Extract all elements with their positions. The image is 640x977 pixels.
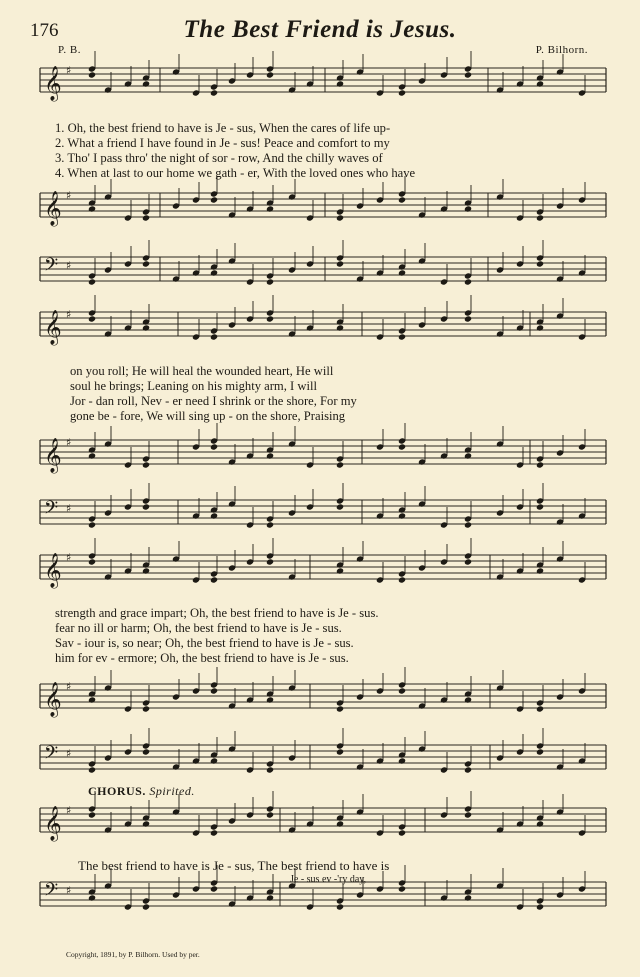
notehead [536, 324, 544, 331]
notehead [398, 333, 406, 340]
sharp-icon: ♯ [66, 502, 72, 515]
treble-clef: 𝄞 [44, 310, 62, 345]
sharp-icon: ♯ [66, 747, 72, 760]
notehead [142, 705, 150, 712]
notehead [210, 333, 218, 340]
notehead [398, 687, 406, 694]
chorus-label: CHORUS. [88, 784, 146, 798]
notehead [88, 205, 96, 212]
notehead [464, 521, 472, 528]
notehead [464, 71, 472, 78]
verse-block-1 [55, 121, 605, 181]
notehead [464, 205, 472, 212]
notehead [266, 811, 274, 818]
notehead [336, 80, 344, 87]
notehead [142, 567, 150, 574]
notehead [536, 820, 544, 827]
verse-block-2 [70, 364, 620, 424]
notehead [142, 461, 150, 468]
notehead [210, 829, 218, 836]
notehead [88, 452, 96, 459]
notehead [266, 452, 274, 459]
sharp-icon: ♯ [66, 64, 72, 77]
notehead [398, 829, 406, 836]
hymn-title: The Best Friend is Jesus. [183, 16, 457, 43]
verse-line: soul he brings; Leaning on his mighty arm, I will [70, 379, 317, 393]
notehead [88, 315, 96, 322]
notehead [464, 811, 472, 818]
notehead [336, 748, 344, 755]
verse-line: 3. Tho' I pass thro' the night of sor - row, And the chilly waves of [55, 151, 383, 165]
bass-clef: 𝄢 [44, 498, 59, 523]
notehead [142, 324, 150, 331]
notehead [398, 576, 406, 583]
sharp-icon: ♯ [66, 551, 72, 564]
notehead [142, 214, 150, 221]
treble-clef: 𝄞 [44, 682, 62, 717]
notehead [266, 766, 274, 773]
notehead [266, 71, 274, 78]
notehead [464, 278, 472, 285]
notehead [398, 512, 406, 519]
treble-clef: 𝄞 [44, 553, 62, 588]
notehead [536, 214, 544, 221]
chorus-heading [88, 784, 195, 799]
verse-line: 1. Oh, the best friend to have is Je - sus, When the cares of life up- [55, 121, 391, 135]
notehead [88, 766, 96, 773]
notehead [88, 696, 96, 703]
notehead [336, 214, 344, 221]
notehead [336, 705, 344, 712]
verse-line: Jor - dan roll, Nev - er need I shrink or the shore, For my [70, 394, 357, 408]
sharp-icon: ♯ [66, 804, 72, 817]
notehead [398, 885, 406, 892]
notehead [210, 196, 218, 203]
notehead [536, 461, 544, 468]
notehead [336, 903, 344, 910]
chorus-sublyric: Je - sus ev -'ry day, [290, 874, 367, 885]
notehead [266, 558, 274, 565]
verse-line: him for ev - ermore; Oh, the best friend to have is Je - sus. [55, 651, 349, 665]
notehead [536, 705, 544, 712]
notehead [88, 811, 96, 818]
notehead [398, 89, 406, 96]
notehead [266, 278, 274, 285]
treble-clef: 𝄞 [44, 191, 62, 226]
notehead [88, 894, 96, 901]
verse-line: gone be - fore, We will sing up - on the shore, Praising [70, 409, 346, 423]
notehead [266, 521, 274, 528]
notehead [210, 885, 218, 892]
verse-block-3 [55, 606, 605, 666]
treble-clef: 𝄞 [44, 438, 62, 473]
sharp-icon: ♯ [66, 259, 72, 272]
notehead [464, 452, 472, 459]
notehead [266, 315, 274, 322]
notehead [210, 443, 218, 450]
notehead [464, 696, 472, 703]
tempo-marking: Spirited. [149, 784, 195, 798]
bass-clef: 𝄢 [44, 880, 59, 905]
notehead [336, 324, 344, 331]
notehead [142, 748, 150, 755]
treble-clef: 𝄞 [44, 806, 62, 841]
notehead [210, 576, 218, 583]
notehead [210, 269, 218, 276]
notehead [210, 757, 218, 764]
sharp-icon: ♯ [66, 189, 72, 202]
notehead [142, 260, 150, 267]
notehead [210, 512, 218, 519]
bass-clef: 𝄢 [44, 255, 59, 280]
notehead [142, 903, 150, 910]
notehead [464, 894, 472, 901]
notehead [536, 80, 544, 87]
page-number: 176 [30, 20, 59, 41]
verse-line: 4. When at last to our home we gath - er, With the loved ones who have [55, 166, 416, 180]
notehead [266, 894, 274, 901]
notehead [142, 503, 150, 510]
sharp-icon: ♯ [66, 436, 72, 449]
sharp-icon: ♯ [66, 884, 72, 897]
notehead [266, 205, 274, 212]
notehead [398, 443, 406, 450]
copyright-notice: Copyright, 1891, by P. Bilhorn. Used by per. [66, 950, 200, 959]
composer-credit: P. Bilhorn. [535, 44, 588, 56]
notehead [536, 503, 544, 510]
notehead [336, 503, 344, 510]
verse-line: 2. What a friend I have found in Je - sus! Peace and comfort to my [55, 136, 390, 150]
notehead [266, 696, 274, 703]
notehead [336, 260, 344, 267]
treble-clef: 𝄞 [44, 66, 62, 101]
notehead [536, 903, 544, 910]
notehead [336, 461, 344, 468]
notehead [88, 521, 96, 528]
notehead [88, 71, 96, 78]
verse-line: Sav - iour is, so near; Oh, the best friend to have is Je - sus. [55, 636, 354, 650]
notehead [336, 567, 344, 574]
notehead [210, 89, 218, 96]
notehead [536, 748, 544, 755]
notehead [336, 820, 344, 827]
verse-line: on you roll; He will heal the wounded heart, He will [70, 364, 334, 378]
notehead [464, 315, 472, 322]
verse-line: strength and grace impart; Oh, the best friend to have is Je - sus. [55, 606, 379, 620]
notehead [464, 558, 472, 565]
notehead [88, 558, 96, 565]
notehead [536, 567, 544, 574]
notehead [88, 278, 96, 285]
notehead [464, 766, 472, 773]
notehead [398, 757, 406, 764]
notehead [142, 80, 150, 87]
notehead [142, 820, 150, 827]
bass-clef: 𝄢 [44, 743, 59, 768]
notehead [398, 196, 406, 203]
chorus-lyric: The best friend to have is Je - sus, The best friend to have is [78, 858, 390, 873]
notehead [210, 687, 218, 694]
notehead [536, 260, 544, 267]
sharp-icon: ♯ [66, 308, 72, 321]
notehead [398, 269, 406, 276]
verse-line: fear no ill or harm; Oh, the best friend to have is Je - sus. [55, 621, 342, 635]
sharp-icon: ♯ [66, 680, 72, 693]
lyricist-credit: P. B. [58, 44, 81, 56]
